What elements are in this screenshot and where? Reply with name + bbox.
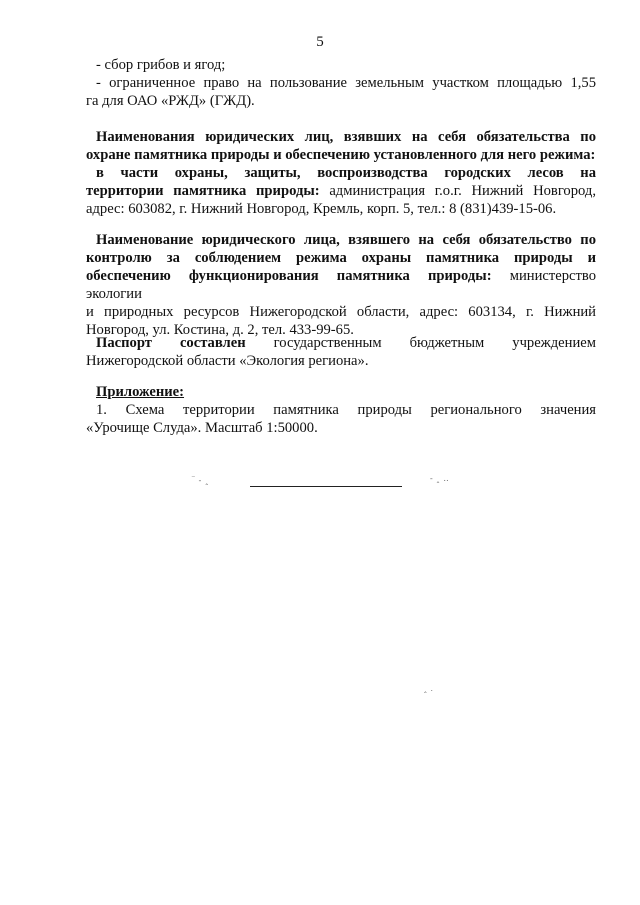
section-paragraph: и природных ресурсов Нижегородской области, адрес: 603134, г. Нижний — [86, 304, 596, 320]
section-paragraph: Нижегородской области «Экология региона». — [86, 353, 369, 369]
section-paragraph — [86, 334, 596, 352]
bold-label: обеспечению функционирования памятника природы: — [86, 268, 492, 284]
scan-mark-bottom: ‸ . — [424, 684, 434, 693]
section-compiled-by — [86, 334, 596, 370]
appendix-item: 1. Схема территории памятника природы регионального значения — [96, 402, 596, 418]
signature-line — [250, 486, 402, 487]
section-paragraph: Новгород, ул. Костина, д. 2, тел. 433-99-65. — [86, 322, 354, 338]
section-appendix — [86, 383, 596, 437]
scan-mark-left: ‾ ‐ ‸ — [192, 476, 210, 485]
list-item: - ограниченное право на пользование земельным участком площадью 1,55 — [96, 75, 596, 91]
section-paragraph — [86, 182, 596, 200]
list-item: - сбор грибов и ягод; — [96, 57, 226, 73]
paragraph-text: государственным бюджетным учреждением — [245, 335, 596, 351]
section-heading: контролю за соблюдением режима охраны памятника природы и — [86, 250, 596, 266]
appendix-item-continuation: «Урочище Слуда». Масштаб 1:50000. — [86, 420, 318, 436]
bold-label: Паспорт составлен — [96, 335, 246, 351]
paragraph-text: министерство экологии — [86, 268, 596, 302]
section-heading: охране памятника природы и обеспечению установленного для него режима: — [86, 147, 596, 163]
section-responsible-control — [86, 231, 596, 339]
paragraph-text: администрация г.о.г. Нижний Новгород, — [319, 183, 596, 199]
section-subheading: в части охраны, защиты, воспроизводства городских лесов на — [96, 165, 596, 181]
section-heading: Наименования юридических лиц, взявших на себя обязательства по — [96, 129, 596, 145]
list-item-continuation: га для ОАО «РЖД» (ГЖД). — [86, 93, 255, 109]
section-responsible-protection — [86, 128, 596, 218]
scan-mark-right: ‐ ‸ ‥ — [430, 474, 450, 483]
restrictions-list — [86, 56, 596, 110]
section-paragraph: адрес: 603082, г. Нижний Новгород, Кремль, корп. 5, тел.: 8 (831)439-15-06. — [86, 201, 557, 217]
appendix-heading: Приложение: — [96, 384, 185, 400]
section-heading: Наименование юридического лица, взявшего на себя обязательство по — [96, 232, 596, 248]
section-paragraph — [86, 267, 596, 303]
bold-label: территории памятника природы: — [86, 183, 320, 199]
page-number: 5 — [316, 34, 324, 50]
